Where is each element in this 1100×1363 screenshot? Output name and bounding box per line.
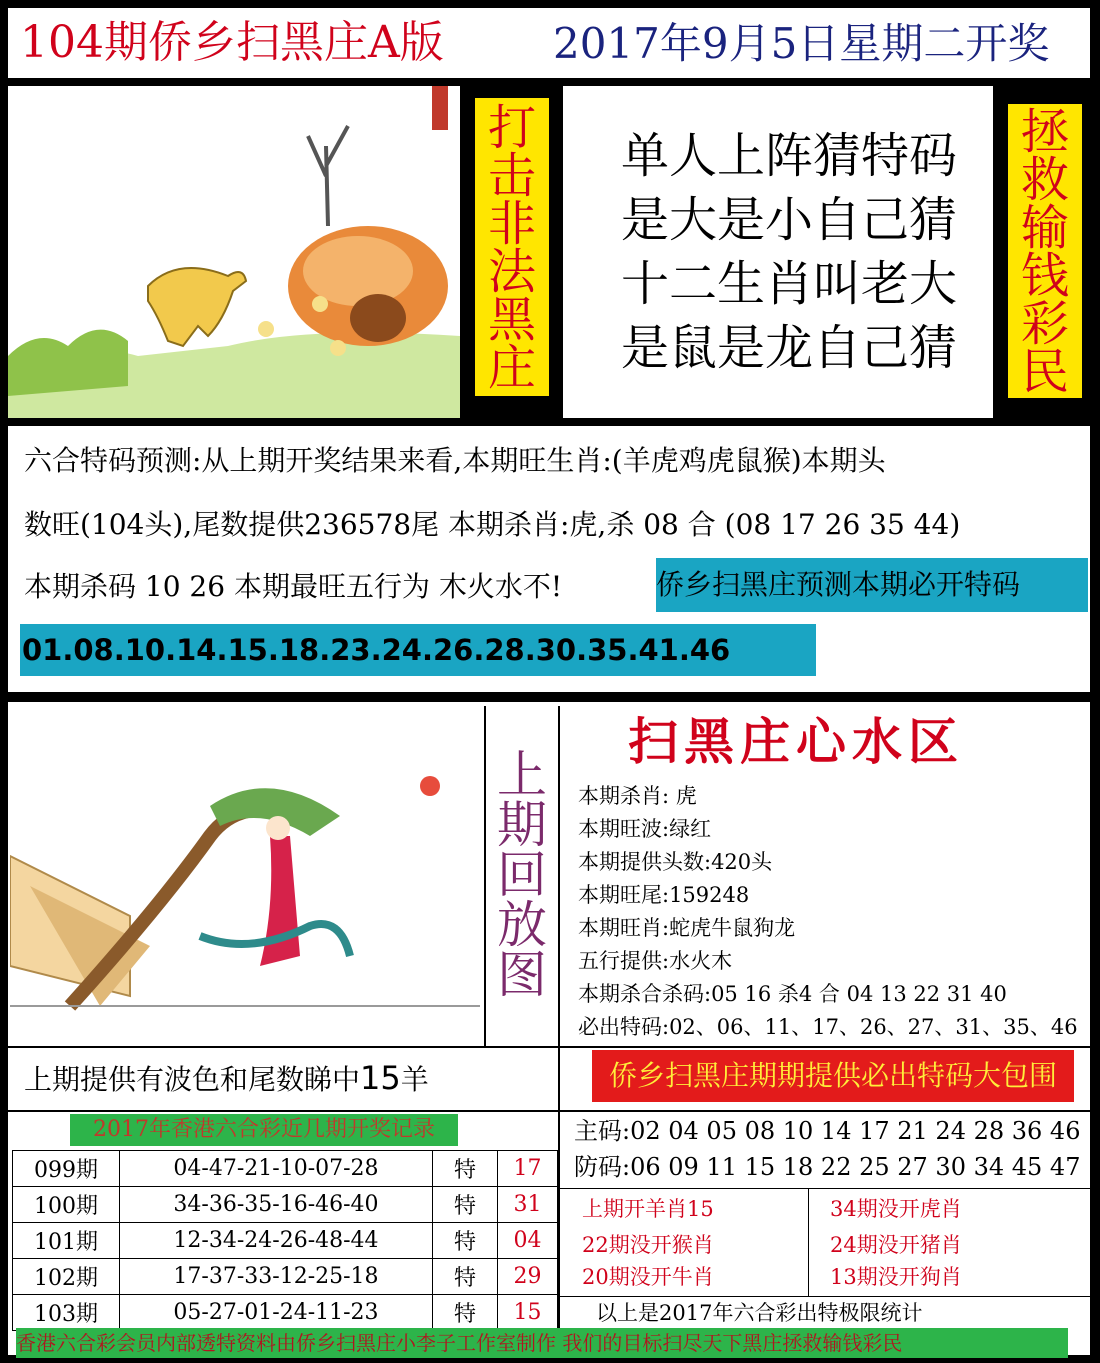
record-numbers: 34-36-35-16-46-40	[120, 1187, 433, 1223]
record-numbers: 12-34-24-26-48-44	[120, 1223, 433, 1259]
replay-char-5: 图	[497, 946, 547, 1004]
stat-6: 13期没开狗肖	[830, 1265, 962, 1289]
record-special-label: 特	[433, 1295, 498, 1331]
record-special: 31	[498, 1187, 558, 1223]
record-special: 29	[498, 1259, 558, 1295]
water-item-2: 本期旺波:绿红	[578, 817, 712, 841]
divider-mid-vertical	[558, 1046, 560, 1346]
banner-right-char-4: 钱	[1020, 248, 1069, 304]
divider-replay-right	[558, 706, 560, 1046]
water-item-3: 本期提供头数:420头	[578, 850, 773, 874]
header-bar	[8, 8, 1090, 78]
records-table	[12, 1150, 558, 1331]
banner-right-char-1: 拯	[1020, 104, 1069, 160]
record-numbers: 17-37-33-12-25-18	[120, 1259, 433, 1295]
header-date: 2017年9月5日星期二开奖	[553, 19, 1050, 68]
replay-char-4: 放	[497, 896, 547, 954]
banner-left-text	[475, 100, 549, 396]
stat-2: 34期没开虎肖	[830, 1197, 962, 1221]
record-special: 15	[498, 1295, 558, 1331]
banner-left-char-2: 击	[487, 148, 536, 204]
header-title: 104期侨乡扫黑庄A版	[20, 17, 444, 68]
record-special-label: 特	[433, 1187, 498, 1223]
big-package-banner: 侨乡扫黑庄期期提供必出特码大包围	[592, 1050, 1074, 1102]
illustration-panel-dog	[8, 86, 460, 418]
record-special-label: 特	[433, 1151, 498, 1187]
poem-line-4: 是鼠是龙自己猜	[621, 320, 958, 376]
last-hit-number: 15	[360, 1059, 401, 1097]
footer-bar: 香港六合彩会员内部透特资料由侨乡扫黑庄小李子工作室制作 我们的目标扫尽天下黑庄拯救输钱彩民	[16, 1328, 1068, 1358]
record-special-label: 特	[433, 1259, 498, 1295]
prediction-line-3: 本期杀码 10 26 本期最旺五行为 木火水不!	[24, 570, 563, 603]
record-period: 102期	[13, 1259, 120, 1295]
divider-records-top	[8, 1110, 1090, 1112]
table-row	[13, 1187, 558, 1223]
water-item-1: 本期杀肖: 虎	[578, 784, 697, 808]
last-hit-text	[24, 1058, 429, 1100]
record-special-label: 特	[433, 1223, 498, 1259]
table-row	[13, 1223, 558, 1259]
banner-right-char-6: 民	[1020, 344, 1069, 400]
poem-line-1: 单人上阵猜特码	[621, 128, 958, 184]
stats-divider-mid	[808, 1188, 809, 1296]
stats-divider-top	[560, 1188, 1090, 1189]
stats-divider-bottom	[560, 1296, 1090, 1297]
water-item-7: 本期杀合杀码:05 16 杀4 合 04 13 22 31 40	[578, 982, 1007, 1006]
prediction-line-1: 六合特码预测:从上期开奖结果来看,本期旺生肖:(羊虎鸡虎鼠猴)本期头	[24, 444, 886, 477]
records-title: 2017年香港六合彩近几期开奖记录	[70, 1114, 458, 1146]
main-codes: 主码:02 04 05 08 10 14 17 21 24 28 36 46	[574, 1117, 1081, 1145]
stat-5: 20期没开牛肖	[582, 1265, 714, 1289]
water-item-5: 本期旺肖:蛇虎牛鼠狗龙	[578, 916, 796, 940]
water-item-4: 本期旺尾:159248	[578, 883, 750, 907]
last-hit-label: 上期提供有波色和尾数睇中	[24, 1063, 361, 1096]
record-numbers: 05-27-01-24-11-23	[120, 1295, 433, 1331]
last-hit-suffix: 羊	[400, 1063, 429, 1096]
banner-left-char-4: 法	[487, 244, 536, 300]
prediction-line-2: 数旺(104头),尾数提供236578尾 本期杀肖:虎,杀 08 合 (08 17 26 35 44)	[24, 508, 961, 541]
lady-illustration	[10, 706, 480, 1042]
stat-1: 上期开羊肖15	[582, 1197, 714, 1221]
dog-chicks-illustration	[8, 86, 460, 418]
stats-footer: 以上是2017年六合彩出特极限统计	[596, 1301, 923, 1325]
poem-panel	[563, 86, 993, 418]
record-period: 101期	[13, 1223, 120, 1259]
defense-codes: 防码:06 09 11 15 18 22 25 27 30 34 45 47	[574, 1153, 1081, 1181]
banner-right-char-2: 救	[1020, 152, 1069, 208]
must-open-numbers: 01.08.10.14.15.18.23.24.26.28.30.35.41.46	[22, 633, 731, 667]
replay-char-3: 回	[497, 846, 547, 904]
divider-mid	[8, 1046, 1090, 1048]
record-period: 100期	[13, 1187, 120, 1223]
replay-char-2: 期	[497, 796, 547, 854]
poem-line-2: 是大是小自己猜	[621, 192, 958, 248]
table-row	[13, 1295, 558, 1331]
table-row	[13, 1259, 558, 1295]
banner-left-char-6: 庄	[487, 340, 536, 396]
stat-3: 22期没开猴肖	[582, 1233, 714, 1257]
record-special: 04	[498, 1223, 558, 1259]
banner-left-char-3: 非	[487, 196, 536, 252]
water-title: 扫黑庄心水区	[628, 713, 964, 771]
record-numbers: 04-47-21-10-07-28	[120, 1151, 433, 1187]
stat-4: 24期没开猪肖	[830, 1233, 962, 1257]
replay-label	[486, 720, 558, 1030]
record-period: 103期	[13, 1295, 120, 1331]
banner-right-char-3: 输	[1020, 200, 1069, 256]
water-item-8: 必出特码:02、06、11、17、26、27、31、35、46	[578, 1015, 1078, 1039]
replay-char-1: 上	[497, 746, 547, 804]
record-period: 099期	[13, 1151, 120, 1187]
banner-right-text	[1008, 106, 1082, 398]
poem-line-3: 十二生肖叫老大	[621, 256, 958, 312]
water-item-6: 五行提供:水火木	[578, 949, 733, 973]
table-row	[13, 1151, 558, 1187]
banner-right-char-5: 彩	[1020, 296, 1069, 352]
banner-left-char-5: 黑	[487, 292, 536, 348]
prediction-panel	[8, 426, 1090, 692]
prediction-highlight: 侨乡扫黑庄预测本期必开特码	[656, 558, 1088, 612]
banner-left-char-1: 打	[487, 100, 536, 156]
record-special: 17	[498, 1151, 558, 1187]
